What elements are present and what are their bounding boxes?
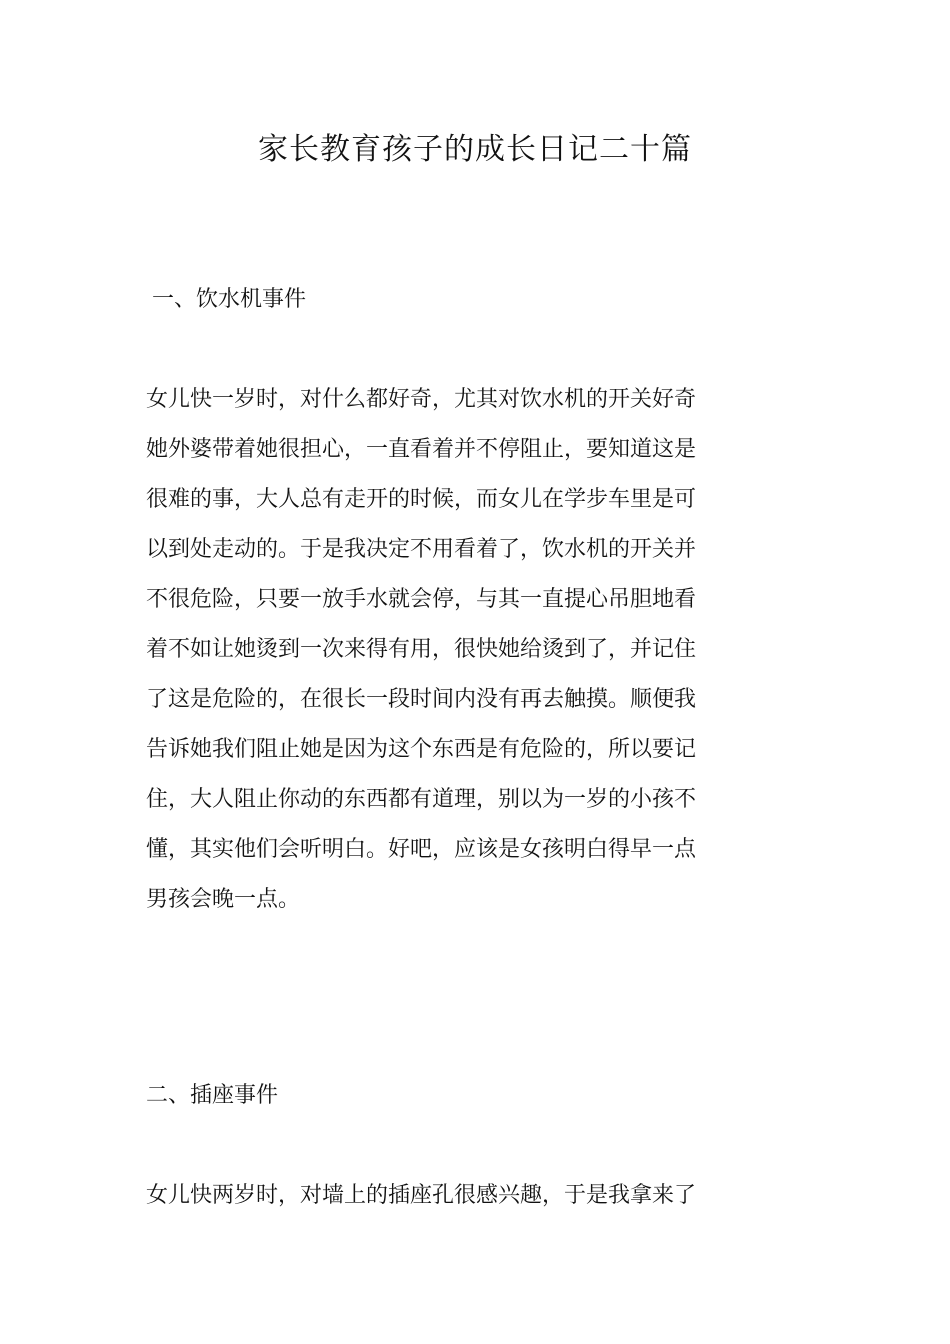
- paragraph-line: 不很危险，只要一放手水就会停，与其一直提心吊胆地看: [146, 587, 697, 612]
- paragraph-line: 女儿快两岁时，对墙上的插座孔很感兴趣，于是我拿来了: [146, 1183, 697, 1208]
- paragraph-line: 她外婆带着她很担心，一直看着并不停阻止，要知道这是: [146, 437, 697, 462]
- section-heading-2: 二、插座事件: [146, 1083, 279, 1108]
- section-heading-1: 一、饮水机事件: [152, 287, 307, 312]
- paragraph-line: 住，大人阻止你动的东西都有道理，别以为一岁的小孩不: [146, 787, 697, 812]
- paragraph-line: 以到处走动的。于是我决定不用看着了，饮水机的开关并: [146, 537, 697, 562]
- section-2-paragraph: [146, 1171, 806, 1221]
- document-title: 家长教育孩子的成长日记二十篇: [258, 132, 692, 167]
- paragraph-line: 男孩会晚一点。: [146, 887, 301, 912]
- paragraph-line: 了这是危险的，在很长一段时间内没有再去触摸。顺便我: [146, 687, 697, 712]
- paragraph-line: 懂，其实他们会听明白。好吧，应该是女孩明白得早一点: [146, 837, 697, 862]
- paragraph-line: 告诉她我们阻止她是因为这个东西是有危险的，所以要记: [146, 737, 697, 762]
- section-1-paragraph: [146, 375, 806, 925]
- paragraph-line: 着不如让她烫到一次来得有用，很快她给烫到了，并记住: [146, 637, 697, 662]
- paragraph-line: 女儿快一岁时，对什么都好奇，尤其对饮水机的开关好奇: [146, 387, 697, 412]
- paragraph-line: 很难的事，大人总有走开的时候，而女儿在学步车里是可: [146, 487, 697, 512]
